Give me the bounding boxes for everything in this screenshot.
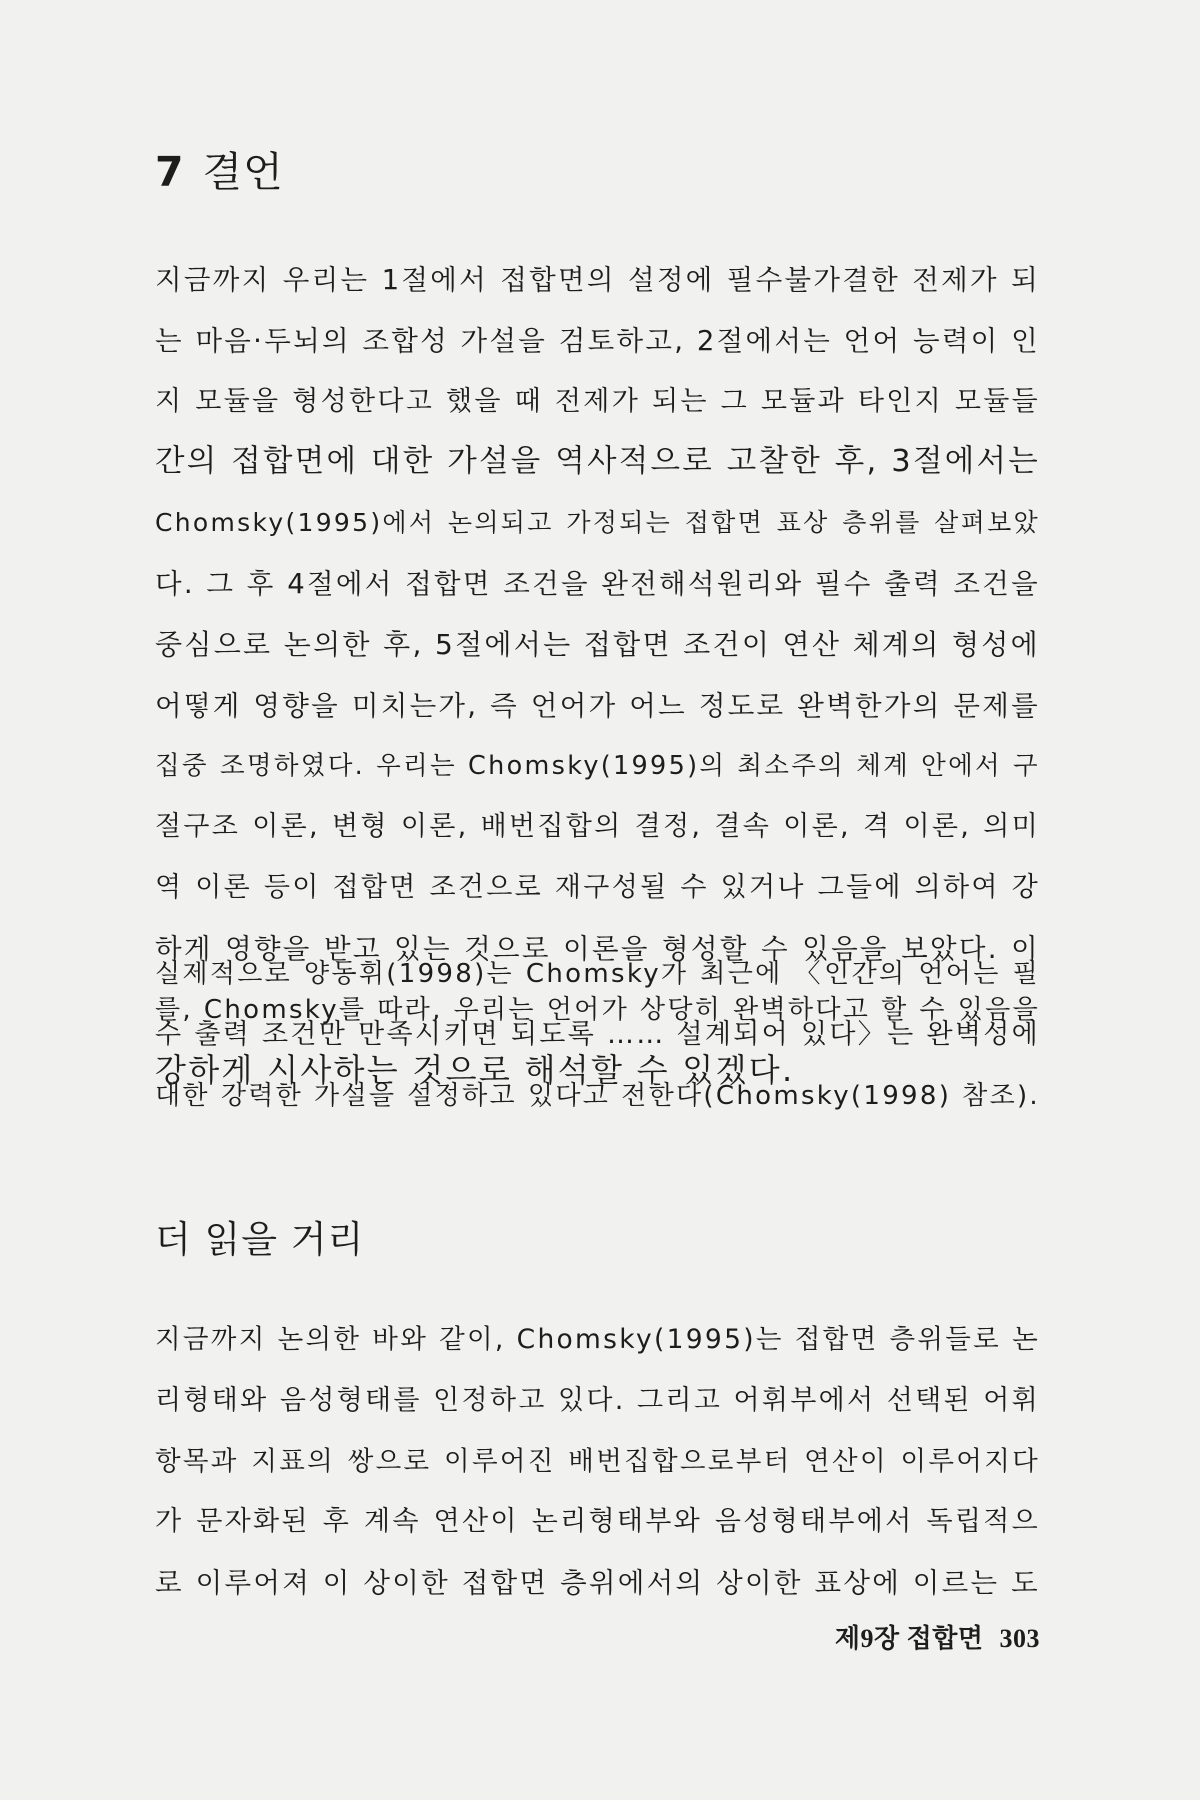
further-reading-heading: 더 읽을 거리 [155, 1218, 365, 1261]
running-chapter-title: 제9장 접합면 [834, 1624, 984, 1653]
text-line: 항목과 지표의 쌍으로 이루어진 배번집합으로부터 연산이 이루어지다 [155, 1445, 1040, 1477]
text-line: 중심으로 논의한 후, 5절에서는 접합면 조건이 연산 체계의 형성에 [155, 627, 1040, 661]
text-line: 실제적으로 양동휘(1998)는 Chomsky가 최근에 〈인간의 언어는 필 [155, 959, 1040, 989]
section-heading [155, 148, 1040, 197]
text-line: 강하게 시사하는 것으로 해석할 수 있겠다. [155, 1051, 795, 1090]
text-line: 로 이루어져 이 상이한 접합면 층위에서의 상이한 표상에 이르는 도 [155, 1567, 1040, 1600]
text-line: 는 마음·두뇌의 조합성 가설을 검토하고, 2절에서는 언어 능력이 인 [155, 324, 1040, 357]
text-line: 대한 강력한 가설을 설정하고 있다고 전한다(Chomsky(1998) 참조). [155, 1080, 1040, 1111]
text-line: 지금까지 우리는 1절에서 접합면의 설정에 필수불가결한 전제가 되 [155, 264, 1040, 296]
section-title: 결언 [202, 148, 284, 196]
paragraph-perfection [155, 944, 1040, 1126]
text-line: 절구조 이론, 변형 이론, 배번집합의 결정, 결속 이론, 격 이론, 의미 [155, 811, 1040, 843]
text-line: 하게 영향을 받고 있는 것으로 이론을 형성할 수 있음을 보았다. 이 [155, 932, 1040, 965]
text-line: 수 출력 조건만 만족시키면 되도록 …… 설계되어 있다〉는 완벽성에 [155, 1018, 1040, 1050]
text-line: 다. 그 후 4절에서 접합면 조건을 완전해석원리와 필수 출력 조건을 [155, 567, 1040, 600]
text-line: 지금까지 논의한 바와 같이, Chomsky(1995)는 접합면 층위들로 논 [155, 1324, 1040, 1355]
page-footer [835, 1618, 1040, 1655]
text-line: 리형태와 음성형태를 인정하고 있다. 그리고 어휘부에서 선택된 어휘 [155, 1384, 1040, 1416]
text-line: 집중 조명하였다. 우리는 Chomsky(1995)의 최소주의 체계 안에서 구 [155, 751, 1040, 782]
page-number: 303 [999, 1624, 1040, 1653]
text-line: 지 모듈을 형성한다고 했을 때 전제가 되는 그 모듈과 타인지 모듈들 [155, 385, 1040, 417]
section-number: 7 [155, 148, 185, 196]
text-line: 간의 접합면에 대한 가설을 역사적으로 고찰한 후, 3절에서는 [155, 444, 1040, 480]
text-line: 가 문자화된 후 계속 연산이 논리형태부와 음성형태부에서 독립적으 [155, 1506, 1040, 1538]
text-line: Chomsky(1995)에서 논의되고 가정되는 접합면 표상 층위를 살펴보았 [155, 508, 1040, 538]
paragraph-further-reading [155, 1310, 1040, 1614]
text-line: 어떻게 영향을 미치는가, 즉 언어가 어느 정도로 완벽한가의 문제를 [155, 689, 1040, 722]
text-line: 를, Chomsky를 따라, 우리는 언어가 상당히 완벽하다고 할 수 있음을 [155, 994, 1040, 1025]
text-line: 역 이론 등이 접합면 조건으로 재구성될 수 있거나 그들에 의하여 강 [155, 871, 1040, 903]
